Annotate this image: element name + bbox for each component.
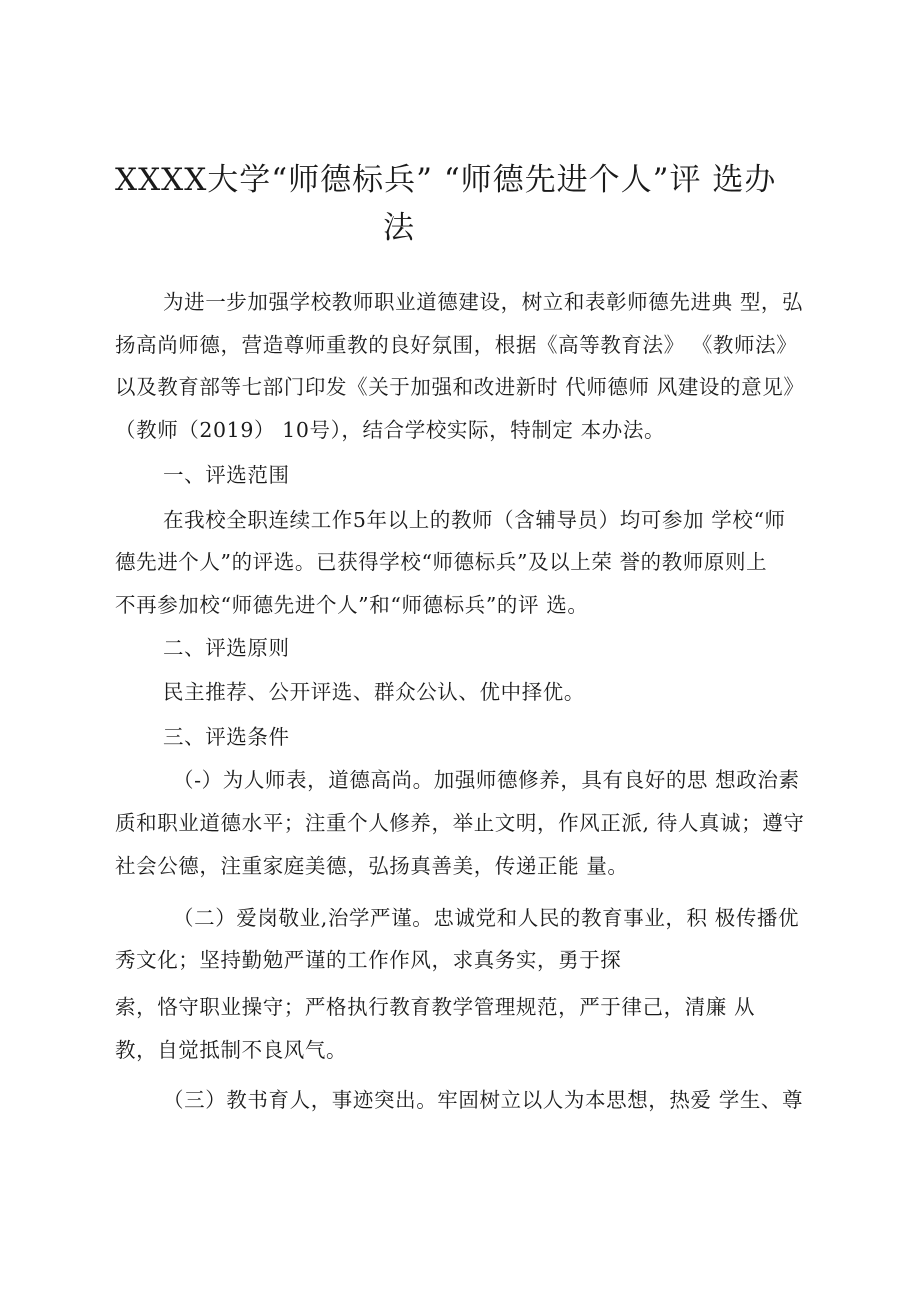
body-line: 民主推荐、公开评选、群众公认、优中择优。 <box>163 680 585 704</box>
body-line: 社会公德，注重家庭美德，弘扬真善美，传递正能 量。 <box>115 854 629 878</box>
body-line: （教师（2019） 10号），结合学校实际，特制定 本办法。 <box>115 418 666 442</box>
body-line: 索，恪守职业操守；严格执行教育教学管理规范，严于律己，清廉 从 <box>115 995 756 1019</box>
body-line: （-）为人师表，道德高尚。加强师德修养，具有良好的思 想政治素 <box>173 768 800 792</box>
body-line: 教，自觉抵制不良风气。 <box>115 1038 348 1062</box>
body-line: （三）教书育人，事迹突出。牢固树立以人为本思想，热爱 学生、尊 <box>163 1088 804 1112</box>
body-line: （二）爱岗敬业,治学严谨。忠诚党和人民的教育事业，积 极传播优 <box>173 906 800 930</box>
body-line: 不再参加校“师德先进个人”和“师德标兵”的评 选。 <box>115 593 589 617</box>
body-line: 在我校全职连续工作5年以上的教师（含辅导员）均可参加 学校“师 <box>163 508 786 532</box>
body-line: 德先进个人”的评选。已获得学校“师德标兵”及以上荣 誉的教师原则上 <box>115 550 768 574</box>
body-line: 秀文化；坚持勤勉严谨的工作作风，求真务实，勇于探 <box>115 948 622 972</box>
document-title-line-1: XXXX大学“师德标兵” “师德先进个人”评 选办 <box>115 162 777 198</box>
body-line: 质和职业道德水平；注重个人修养，举止文明，作风正派, 待人真诚；遵守 <box>115 811 805 835</box>
body-line: 以及教育部等七部门印发《关于加强和改进新时 代师德师 风建设的意见》 <box>115 375 805 399</box>
body-line: 为进一步加强学校教师职业道德建设，树立和表彰师德先进典 型，弘 <box>163 290 804 314</box>
document-title-line-2: 法 <box>383 210 414 246</box>
section-heading-conditions: 三、评选条件 <box>163 725 290 749</box>
section-heading-principles: 二、评选原则 <box>163 636 290 660</box>
body-line: 扬高尚师德，营造尊师重教的良好氛围，根据《高等教育法》 《教师法》 <box>115 333 798 357</box>
section-heading-scope: 一、评选范围 <box>163 463 290 487</box>
